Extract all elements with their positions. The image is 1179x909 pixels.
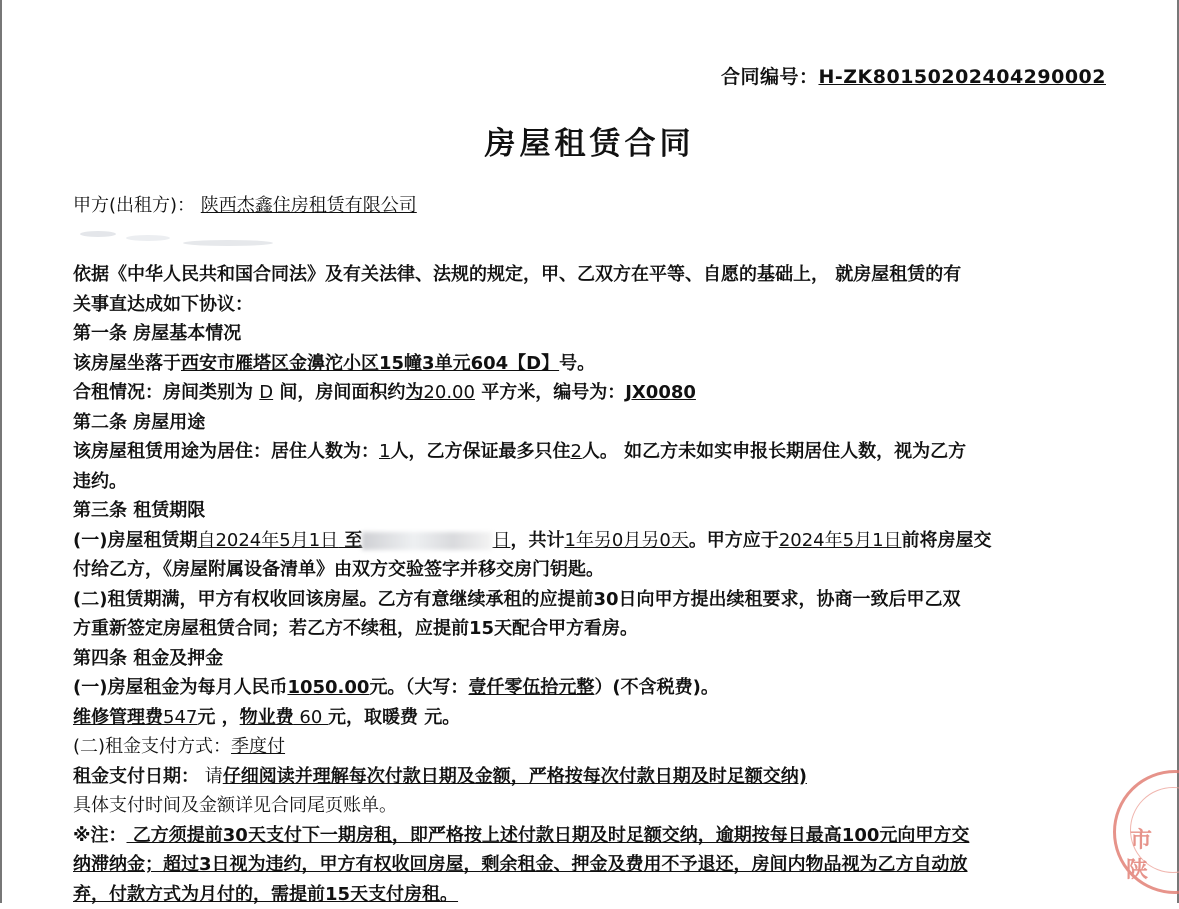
payment-date-prefix: 请 — [199, 766, 223, 787]
renewal-line-2: 方重新签定房屋租赁合同；若乙方不续租，应提前15天配合甲方看房。 — [73, 614, 1113, 644]
redacted-smudge — [78, 226, 278, 248]
area-prefix: 为 — [405, 382, 423, 403]
property-address: 西安市雁塔区金濞沱小区15幢3单元604【D】 — [181, 353, 559, 374]
handover-date: 2024年5月1日 — [779, 530, 902, 551]
rent-text-a: (一)房屋租金为每月人民币 — [73, 677, 287, 698]
term-end-tail: 日 — [492, 530, 510, 551]
contract-number-label: 合同编号： — [721, 66, 819, 88]
rent-amount: 1050.00 — [287, 677, 369, 698]
term-text-b: ，共计 — [510, 530, 564, 551]
note-line-1 — [73, 821, 1113, 851]
seal-glyph-2: 陕 — [1126, 853, 1148, 884]
fees-line — [73, 703, 1113, 733]
rent-text-c: ）(不含税费)。 — [594, 677, 718, 698]
rent-amount-words: 壹仟零伍拾元整 — [468, 677, 594, 698]
rent-text-b: 元。（大写： — [369, 677, 468, 698]
payment-detail-line: 具体支付时间及金额详见合同尾页账单。 — [73, 791, 1113, 821]
document-title: 房屋租赁合同 — [0, 118, 1179, 163]
sharing-mid-1: 间，房间面积约 — [273, 382, 405, 403]
term-text-d: 前将房屋交 — [902, 530, 992, 551]
contract-number-value: H-ZK8015020240429​0002 — [818, 66, 1106, 88]
term-line-2: 付给乙方，《房屋附属设备清单》由双方交验签字并移交房门钥匙。 — [73, 555, 1113, 585]
maintenance-fee: 547 — [163, 707, 197, 728]
property-fee: 60 — [294, 707, 328, 728]
note-line-2: 纳滞纳金；超过3日视为违约，甲方有权收回房屋，剩余租金、押金及费用不予退还，房间内物品视为乙方自动放 — [73, 850, 1113, 880]
room-area: 20.00 — [423, 382, 475, 403]
term-text-c: 。甲方应于 — [689, 530, 779, 551]
term-text-a: (一)房屋租赁期 — [73, 530, 197, 551]
contract-number — [721, 62, 1106, 89]
usage-line-2: 违约。 — [73, 467, 1113, 497]
term-total: 1年另0月另0天 — [564, 530, 688, 551]
renewal-line-1: (二)租赁期满，甲方有权收回该房屋。乙方有意继续承租的应提前30日向甲方提出续租要求，协商一致后甲乙双 — [73, 585, 1113, 615]
max-resident-count: 2 — [570, 441, 581, 462]
party-a — [73, 191, 417, 217]
property-location — [73, 349, 1113, 379]
usage-text-b: 人，乙方保证最多只住 — [390, 441, 570, 462]
contract-body — [73, 260, 1113, 909]
article-4-heading: 第四条 租金及押金 — [73, 644, 1113, 674]
note-line-3: 弃，付款方式为月付的，需提前15天支付房租。 — [73, 880, 1113, 909]
intro-line-1: 依据《中华人民共和国合同法》及有关法律、法规的规定，甲、乙双方在平等、自愿的基础上， 就房屋租赁的有 — [73, 260, 1113, 290]
company-seal-stamp — [1113, 770, 1179, 894]
usage-line-1 — [73, 437, 1113, 467]
maintenance-fee-label: 维修管理费 — [73, 707, 163, 728]
payment-date-label: 租金支付日期： — [73, 766, 199, 787]
fees-text-b: 元 ， — [197, 707, 239, 728]
resident-count: 1 — [379, 441, 390, 462]
party-a-label: 甲方(出租方)： — [73, 195, 195, 216]
article-2-heading: 第二条 房屋用途 — [73, 408, 1113, 438]
location-prefix: 该房屋坐落于 — [73, 353, 181, 374]
term-line-1 — [73, 526, 1113, 556]
payment-method-label: (二)租金支付方式： — [73, 736, 231, 757]
note-label: ※注： — [73, 825, 127, 846]
room-code: JX0080 — [625, 382, 696, 403]
seal-glyph-1: 市 — [1130, 823, 1152, 854]
note-text-1: 乙方须提前30天支付下一期房租，即严格按上述付款日期及时足额交纳，逾期按每日最高100元向甲方交 — [127, 825, 970, 846]
party-a-name: 陕西杰鑫住房租赁有限公司 — [201, 195, 417, 216]
fees-text-c: 元，取暖费 元。 — [328, 707, 460, 728]
room-type: D — [259, 382, 273, 403]
payment-date-line — [73, 762, 1113, 792]
property-fee-label: 物业费 — [240, 707, 294, 728]
payment-method: 季度付 — [231, 736, 285, 757]
rent-line — [73, 673, 1113, 703]
redacted-end-date — [362, 532, 492, 550]
sharing-prefix: 合租情况：房间类别为 — [73, 382, 259, 403]
term-start-date: 自2024年5月1日 — [197, 530, 338, 551]
usage-text-a: 该房屋租赁用途为居住：居住人数为： — [73, 441, 379, 462]
article-1-heading: 第一条 房屋基本情况 — [73, 319, 1113, 349]
sharing-mid-2: 平方米，编号为： — [475, 382, 625, 403]
article-3-heading: 第三条 租赁期限 — [73, 496, 1113, 526]
payment-method-line — [73, 732, 1113, 762]
term-to: 至 — [338, 530, 362, 551]
usage-text-c: 人。 如乙方未如实申报长期居住人数，视为乙方 — [582, 441, 966, 462]
intro-line-2: 关事直达成如下协议： — [73, 290, 1113, 320]
sharing-info — [73, 378, 1113, 408]
location-suffix: 号。 — [559, 353, 595, 374]
payment-date-text: 仔细阅读并理解每次付款日期及金额，严格按每次付款日期及时足额交纳) — [223, 766, 807, 787]
